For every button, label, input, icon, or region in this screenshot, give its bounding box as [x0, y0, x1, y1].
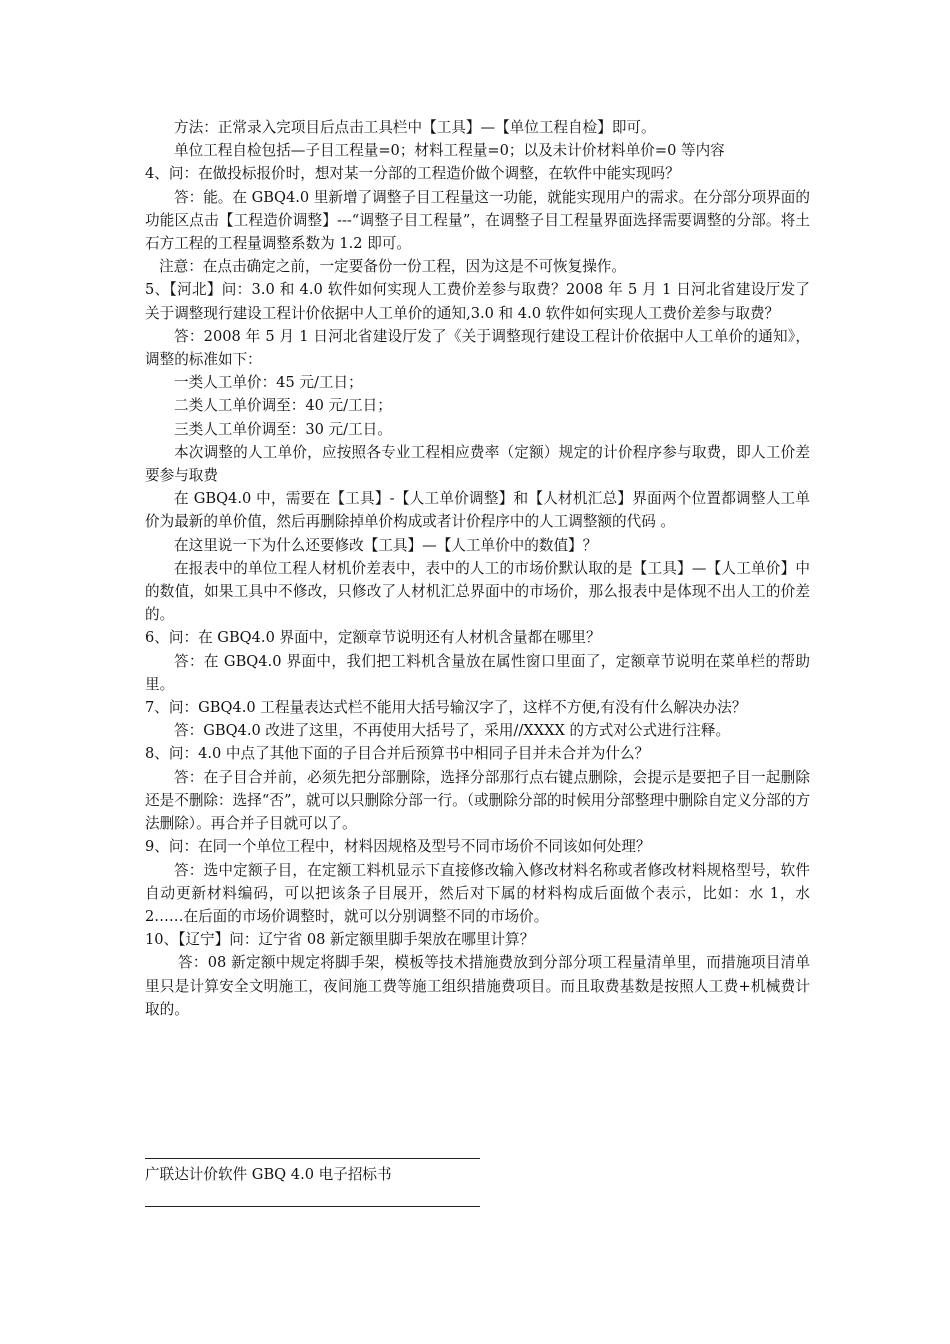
answer-9: 答：选中定额子目，在定额工料机显示下直接修改输入修改材料名称或者修改材料规格型号，软件自动更新材料编码，可以把该条子目展开，然后对下属的材料构成后面做个表示，比如：水 1，水 2……在后面的市场价调整时，就可以分别调整不同的市场价。: [145, 861, 810, 925]
self-check-paragraph: 单位工程自检包括—子目工程量=0；材料工程量=0；以及未计价材料单价=0 等内容: [174, 142, 725, 160]
report-paragraph: 在报表中的单位工程人材机价差表中，表中的人工的市场价默认取的是【工具】—【人工单价】中的数值，如果工具中不修改，只修改了人材机汇总界面中的市场价，那么报表中是体现不出人工的价差的。: [145, 559, 810, 624]
labor-price-class-3: 三类人工单价调至：30 元/工日。: [174, 420, 392, 438]
footer-bottom-rule: [145, 1206, 480, 1207]
answer-7: 答：GBQ4.0 改进了这里，不再使用大括号了，采用//XXXX 的方式对公式进行注释。: [174, 722, 731, 740]
question-6: 6、问：在 GBQ4.0 界面中，定额章节说明还有人材机含量都在哪里？: [145, 629, 601, 647]
adjustment-paragraph: 本次调整的人工单价，应按照各专业工程相应费率（定额）规定的计价程序参与取费，即人工价差要参与取费: [145, 443, 810, 485]
answer-5: 答：2008 年 5 月 1 日河北省建设厅发了《关于调整现行建设工程计价依据中人工单价的通知》，调整的标准如下：: [145, 327, 810, 369]
footer-top-rule: [145, 1158, 480, 1159]
question-8: 8、问：4.0 中点了其他下面的子目合并后预算书中相同子目并未合并为什么？: [145, 745, 650, 763]
answer-10: 答：08 新定额中规定将脚手架，模板等技术措施费放到分部分项工程量清单里，而措施项目清单里只是计算安全文明施工，夜间施工费等施工组织措施费项目。而且取费基数是按照人工费+机械费计取的。: [145, 954, 810, 1018]
labor-price-class-1: 一类人工单价：45 元/工日；: [174, 374, 363, 392]
document-body: [145, 116, 810, 1021]
labor-price-class-2: 二类人工单价调至：40 元/工日；: [174, 397, 392, 415]
footer-text: 广联达计价软件 GBQ 4.0 电子招标书: [145, 1166, 392, 1183]
question-4: 4、问：在做投标报价时，想对某一分部的工程造价做个调整，在软件中能实现吗？: [145, 165, 680, 183]
why-modify-paragraph: 在这里说一下为什么还要修改【工具】—【人工单价中的数值】？: [174, 536, 598, 554]
method-paragraph: 方法：正常录入完项目后点击工具栏中【工具】—【单位工程自检】即可。: [174, 119, 656, 136]
answer-6: 答：在 GBQ4.0 界面中，我们把工料机含量放在属性窗口里面了，定额章节说明在菜单栏的帮助里。: [145, 652, 810, 693]
question-9: 9、问：在同一个单位工程中，材料因规格及型号不同市场价不同该如何处理？: [145, 838, 651, 856]
question-10: 10、【辽宁】问：辽宁省 08 新定额里脚手架放在哪里计算？: [145, 931, 535, 949]
question-5: 5、【河北】问：3.0 和 4.0 软件如何实现人工费价差参与取费？2008 年 5 月 1 日河北省建设厅发了关于调整现行建设工程计价依据中人工单价的通知,3.0 和 4.0 软件如何实现人工费价差参与取费？: [145, 281, 810, 322]
answer-8: 答：在子目合并前，必须先把分部删除，选择分部那行点右键点删除，会提示是要把子目一起删除还是不删除：选择“否”，就可以只删除分部一行。（或删除分部的时候用分部整理中删除自定义分部的方法删除）。再合并子目就可以了。: [145, 768, 810, 833]
gbq-procedure-paragraph: 在 GBQ4.0 中，需要在【工具】-【人工单价调整】和【人材机汇总】界面两个位置都调整人工单价为最新的单价值，然后再删除掉单价构成或者计价程序中的人工调整额的代码 。: [145, 490, 810, 531]
question-7: 7、问：GBQ4.0 工程量表达式栏不能用大括号输汉字了，这样不方便,有没有什么解决办法？: [145, 699, 747, 717]
answer-4: 答：能。在 GBQ4.0 里新增了调整子目工程量这一功能，就能实现用户的需求。在分部分项界面的功能区点击【工程造价调整】---“调整子目工程量”，在调整子目工程量界面选择需要调整的分部。将土石方工程的工程量调整系数为 1.2 即可。: [145, 188, 810, 253]
note-paragraph: 注意：在点击确定之前，一定要备份一份工程，因为这是不可恢复操作。: [159, 258, 627, 276]
